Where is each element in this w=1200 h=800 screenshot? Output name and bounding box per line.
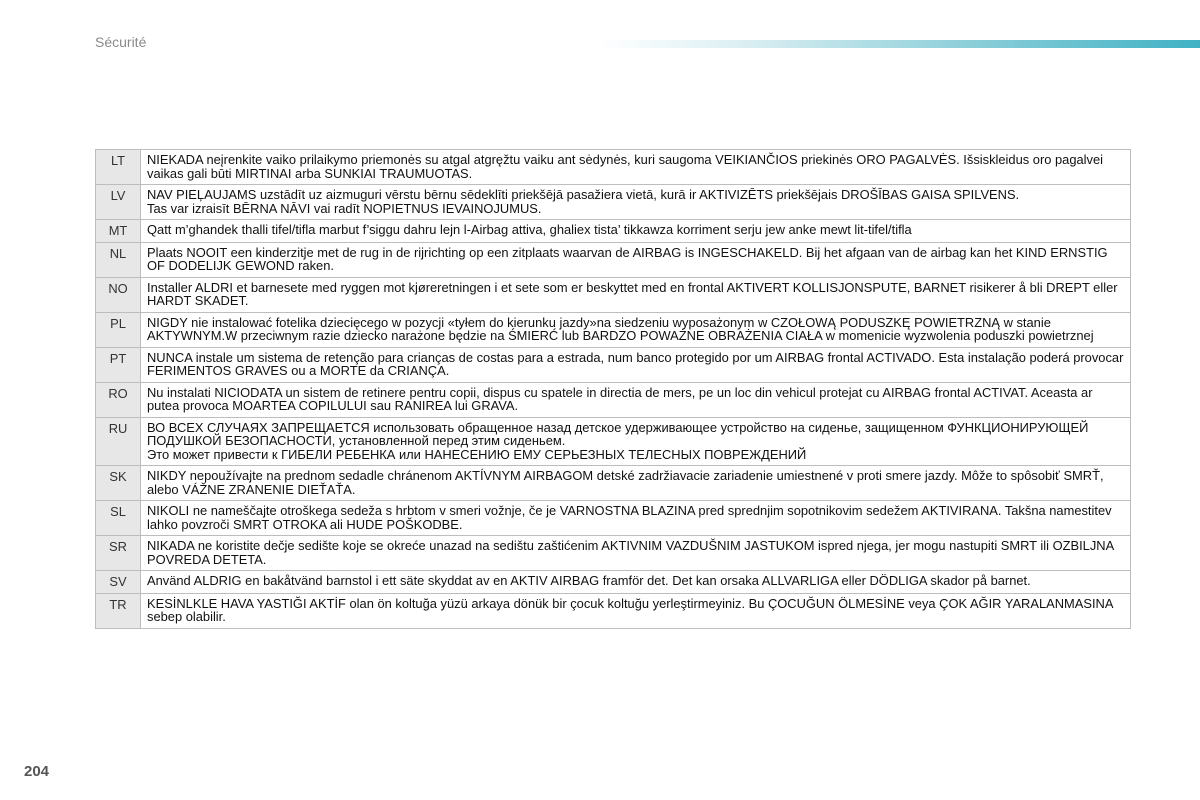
warning-text: NUNCA instale um sistema de retenção para crianças de costas para a estrada, num banco protegido por um AIRBAG frontal ACTIVADO. Esta instalação poderá provocar FERIMENTOS GRAVES ou a MORTE da CRIANÇA. xyxy=(141,347,1131,382)
warning-text: NIKDY nepoužívajte na prednom sedadle chránenom AKTÍVNYM AIRBAGOM detské zadržiavacie zariadenie umiestnené v proti smere jazdy. Môže to spôsobiť SMRŤ, alebo VÁŽNE ZRANENIE DIEŤAŤA. xyxy=(141,466,1131,501)
table-row xyxy=(96,185,1131,220)
language-code: TR xyxy=(96,593,141,628)
language-code: NL xyxy=(96,242,141,277)
warning-text: Använd ALDRIG en bakåtvänd barnstol i ett säte skyddat av en AKTIV AIRBAG framför det. Det kan orsaka ALLVARLIGA eller DÖDLIGA skador på barnet. xyxy=(141,571,1131,594)
table-row xyxy=(96,312,1131,347)
warning-text: NAV PIEĻAUJAMS uzstādīt uz aizmuguri vērstu bērnu sēdeklīti priekšējā pasažiera vietā, kurā ir AKTIVIZĒTS priekšējais DROŠĪBAS GAISA SPILVENS. Tas var izraisīt BĒRNA NĀVI vai radīt NOPIETNUS IEVAINOJUMUS. xyxy=(141,185,1131,220)
warning-text: KESİNLKLE HAVA YASTIĞI AKTİF olan ön koltuğa yüzü arkaya dönük bir çocuk koltuğu yerleştirmeyiniz. Bu ÇOCUĞUN ÖLMESİNE veya ÇOK AĞIR YARALANMASINA sebep olabilir. xyxy=(141,593,1131,628)
table-row xyxy=(96,501,1131,536)
language-code: MT xyxy=(96,220,141,243)
table-row xyxy=(96,571,1131,594)
airbag-warning-table xyxy=(95,149,1131,629)
page-number: 204 xyxy=(24,763,50,780)
table-row xyxy=(96,382,1131,417)
warning-text: ВО ВСЕХ СЛУЧАЯХ ЗАПРЕЩАЕТСЯ использовать обращенное назад детское удерживающее устройство на сиденье, защищенном ФУНКЦИОНИРУЮЩЕЙ ПОДУШКОЙ БЕЗОПАСНОСТИ, установленной перед этим сиденьем. Это может привести к ГИБЕЛИ РЕБЕНКА или НАНЕСЕНИЮ ЕМУ СЕРЬЕЗНЫХ ТЕЛЕСНЫХ ПОВРЕЖДЕНИЙ xyxy=(141,417,1131,466)
warning-text: NIKOLI ne nameščajte otroškega sedeža s hrbtom v smeri vožnje, če je VARNOSTNA BLAZINA pred sprednjim sopotnikovim sedežem AKTIVIRANA. Takšna namestitev lahko povzroči SMRT OTROKA ali HUDE POŠKODBE. xyxy=(141,501,1131,536)
table-row xyxy=(96,466,1131,501)
warning-text: Plaats NOOIT een kinderzitje met de rug in de rijrichting op een zitplaats waarvan de AIRBAG is INGESCHAKELD. Bij het afgaan van de airbag kan het KIND ERNSTIG OF DODELIJK GEWOND raken. xyxy=(141,242,1131,277)
language-code: PT xyxy=(96,347,141,382)
table-row xyxy=(96,220,1131,243)
table-row xyxy=(96,347,1131,382)
section-title: Sécurité xyxy=(95,34,147,50)
warning-text: NIKADA ne koristite dečje sedište koje se okreće unazad na sedištu zaštićenim AKTIVNIM VAZDUŠNIM JASTUKOM ispred njega, jer mogu nastupiti SMRT ili OZBILJNA POVREDA DETETA. xyxy=(141,536,1131,571)
language-code: SR xyxy=(96,536,141,571)
table-row xyxy=(96,242,1131,277)
warning-text: Qatt m’ghandek thalli tifel/tifla marbut f’siggu dahru lejn l-Airbag attiva, ghaliex tista’ tikkawza korriment serju jew anke mewt lit-tifel/tifla xyxy=(141,220,1131,243)
language-code: RU xyxy=(96,417,141,466)
language-code: SK xyxy=(96,466,141,501)
warning-text: NIGDY nie instalować fotelika dziecięcego w pozycji «tyłem do kierunku jazdy»na siedzeniu wyposażonym w CZOŁOWĄ PODUSZKĘ POWIETRZNĄ w stanie AKTYWNYM.W przeciwnym razie dziecko narażone będzie na ŚMIERĆ lub BARDZO POWAŻNE OBRAŻENIA CIAŁA w momenicie wyzwolenia poduszki powietrznej xyxy=(141,312,1131,347)
language-code: LV xyxy=(96,185,141,220)
language-code: PL xyxy=(96,312,141,347)
language-code: SL xyxy=(96,501,141,536)
table-row xyxy=(96,593,1131,628)
language-code: SV xyxy=(96,571,141,594)
table-row xyxy=(96,417,1131,466)
warning-text: Installer ALDRI et barnesete med ryggen mot kjøreretningen i et sete som er beskyttet med en frontal AKTIVERT KOLLISJONSPUTE, BARNET risikerer å bli DREPT eller HARDT SKADET. xyxy=(141,277,1131,312)
warning-text: NIEKADA neįrenkite vaiko prilaikymo priemonės su atgal atgręžtu vaiku ant sėdynės, kuri saugoma VEIKIANČIOS priekinės ORO PAGALVĖS. Išsiskleidus oro pagalvei vaikas gali būti MIRTINAI arba SUNKIAI TRAUMUOTAS. xyxy=(141,150,1131,185)
table-row xyxy=(96,150,1131,185)
table-row xyxy=(96,536,1131,571)
header-gradient-bar xyxy=(600,40,1200,48)
language-code: NO xyxy=(96,277,141,312)
language-code: LT xyxy=(96,150,141,185)
language-code: RO xyxy=(96,382,141,417)
warning-text: Nu instalati NICIODATA un sistem de retinere pentru copii, dispus cu spatele in directia de mers, pe un loc din vehicul protejat cu AIRBAG frontal ACTIVAT. Aceasta ar putea provoca MOARTEA COPILULUI sau RANIREA lui GRAVA. xyxy=(141,382,1131,417)
table-row xyxy=(96,277,1131,312)
